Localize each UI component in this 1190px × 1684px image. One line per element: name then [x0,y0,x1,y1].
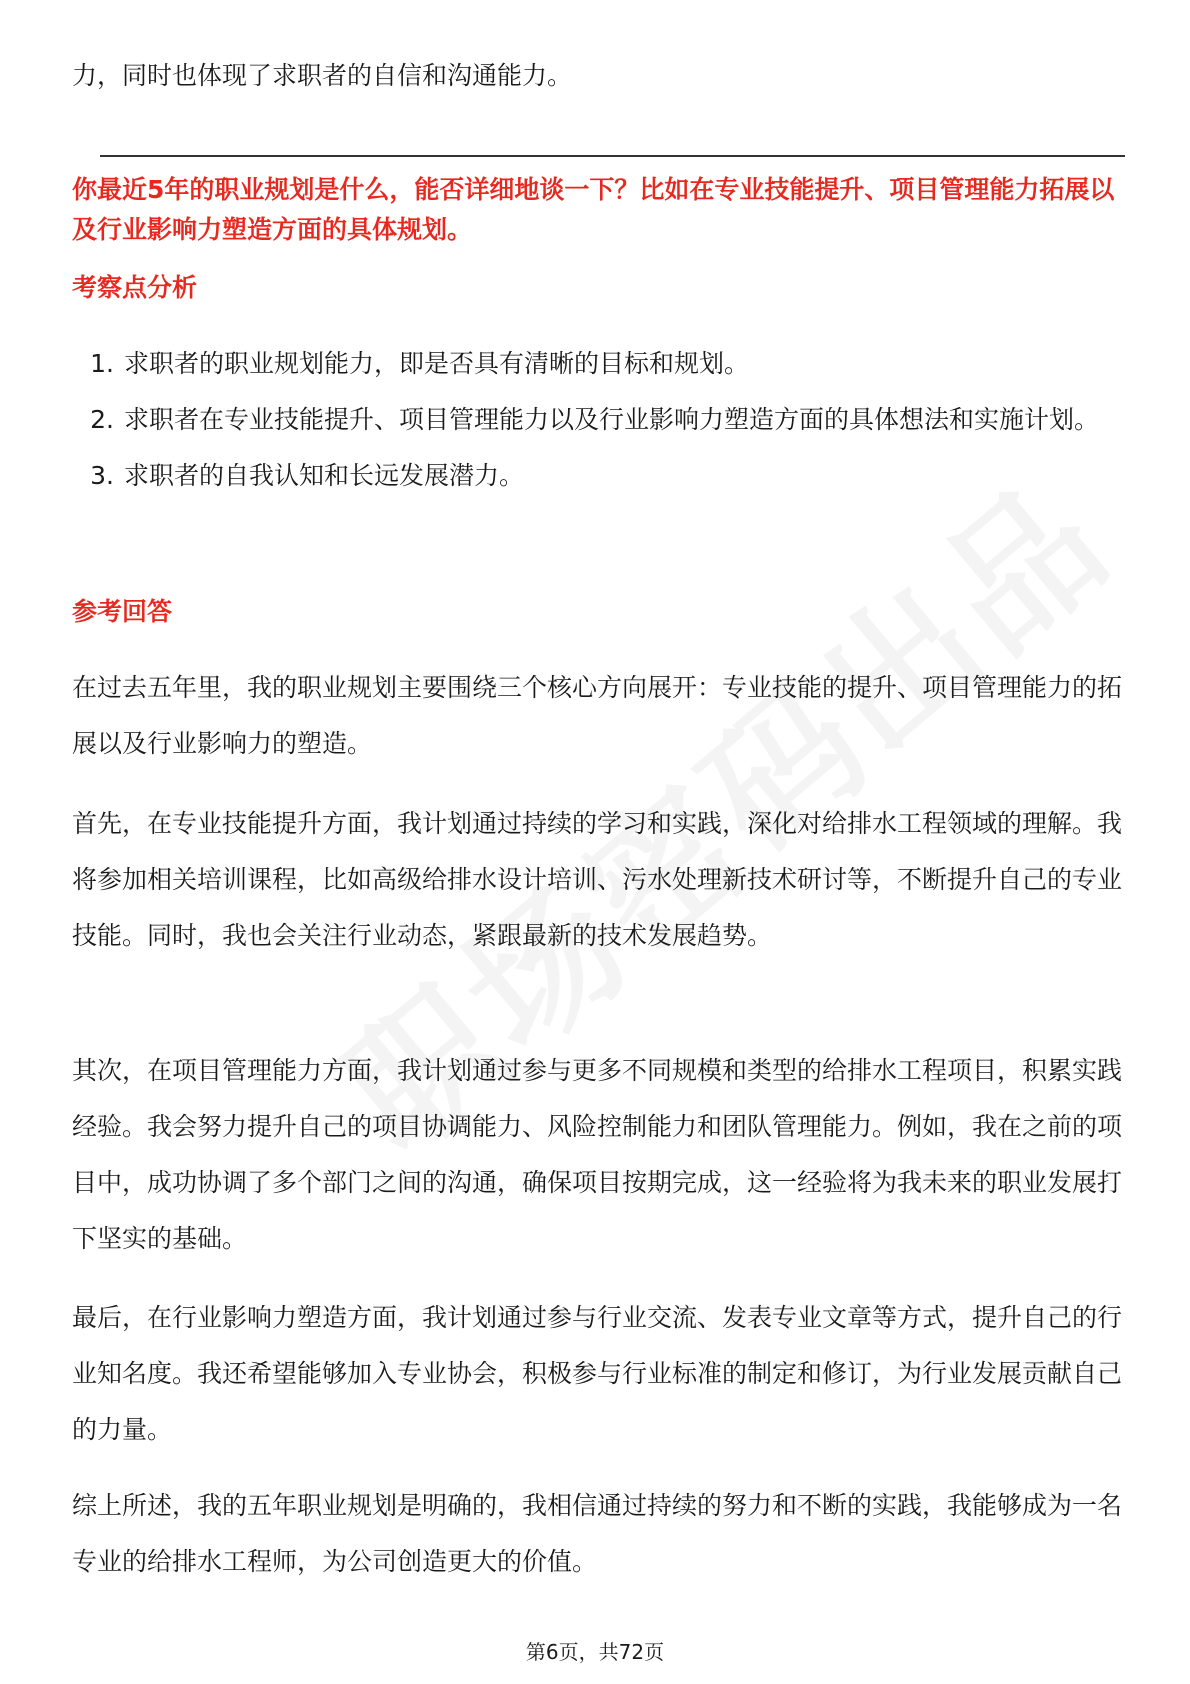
list-item [72,392,1122,448]
continued-paragraph: 力，同时也体现了求职者的自信和沟通能力。 [72,61,573,90]
section-divider [100,155,1125,157]
list-item [72,448,1122,504]
answer-heading: 参考回答 [72,597,173,626]
analysis-list [72,336,1122,504]
list-item-number: 2. [90,405,114,434]
list-item-number: 3. [90,461,114,490]
interview-question: 你最近5年的职业规划是什么，能否详细地谈一下？比如在专业技能提升、项目管理能力拓展以及行业影响力塑造方面的具体规划。 [72,175,1115,244]
page-number: 第6页，共72页 [525,1640,665,1664]
answer-paragraph-intro: 在过去五年里，我的职业规划主要围绕三个核心方向展开：专业技能的提升、项目管理能力的拓展以及行业影响力的塑造。 [72,673,1123,758]
answer-paragraph-management: 其次，在项目管理能力方面，我计划通过参与更多不同规模和类型的给排水工程项目，积累实践经验。我会努力提升自己的项目协调能力、风险控制能力和团队管理能力。例如，我在之前的项目中，成功协调了多个部门之间的沟通，确保项目按期完成，这一经验将为我未来的职业发展打下坚实的基础。 [72,1056,1123,1253]
list-item-text: 求职者在专业技能提升、项目管理能力以及行业影响力塑造方面的具体想法和实施计划。 [124,405,1100,434]
list-item [72,336,1122,392]
answer-paragraph-influence: 最后，在行业影响力塑造方面，我计划通过参与行业交流、发表专业文章等方式，提升自己的行业知名度。我还希望能够加入专业协会，积极参与行业标准的制定和修订，为行业发展贡献自己的力量。 [72,1303,1123,1444]
answer-paragraph-summary: 综上所述，我的五年职业规划是明确的，我相信通过持续的努力和不断的实践，我能够成为一名专业的给排水工程师，为公司创造更大的价值。 [72,1491,1123,1576]
analysis-heading: 考察点分析 [72,273,198,302]
list-item-text: 求职者的自我认知和长远发展潜力。 [124,461,525,490]
list-item-text: 求职者的职业规划能力，即是否具有清晰的目标和规划。 [124,349,750,378]
answer-paragraph-skills: 首先，在专业技能提升方面，我计划通过持续的学习和实践，深化对给排水工程领域的理解。我将参加相关培训课程，比如高级给排水设计培训、污水处理新技术研讨等，不断提升自己的专业技能。同时，我也会关注行业动态，紧跟最新的技术发展趋势。 [72,809,1123,950]
list-item-number: 1. [90,349,114,378]
